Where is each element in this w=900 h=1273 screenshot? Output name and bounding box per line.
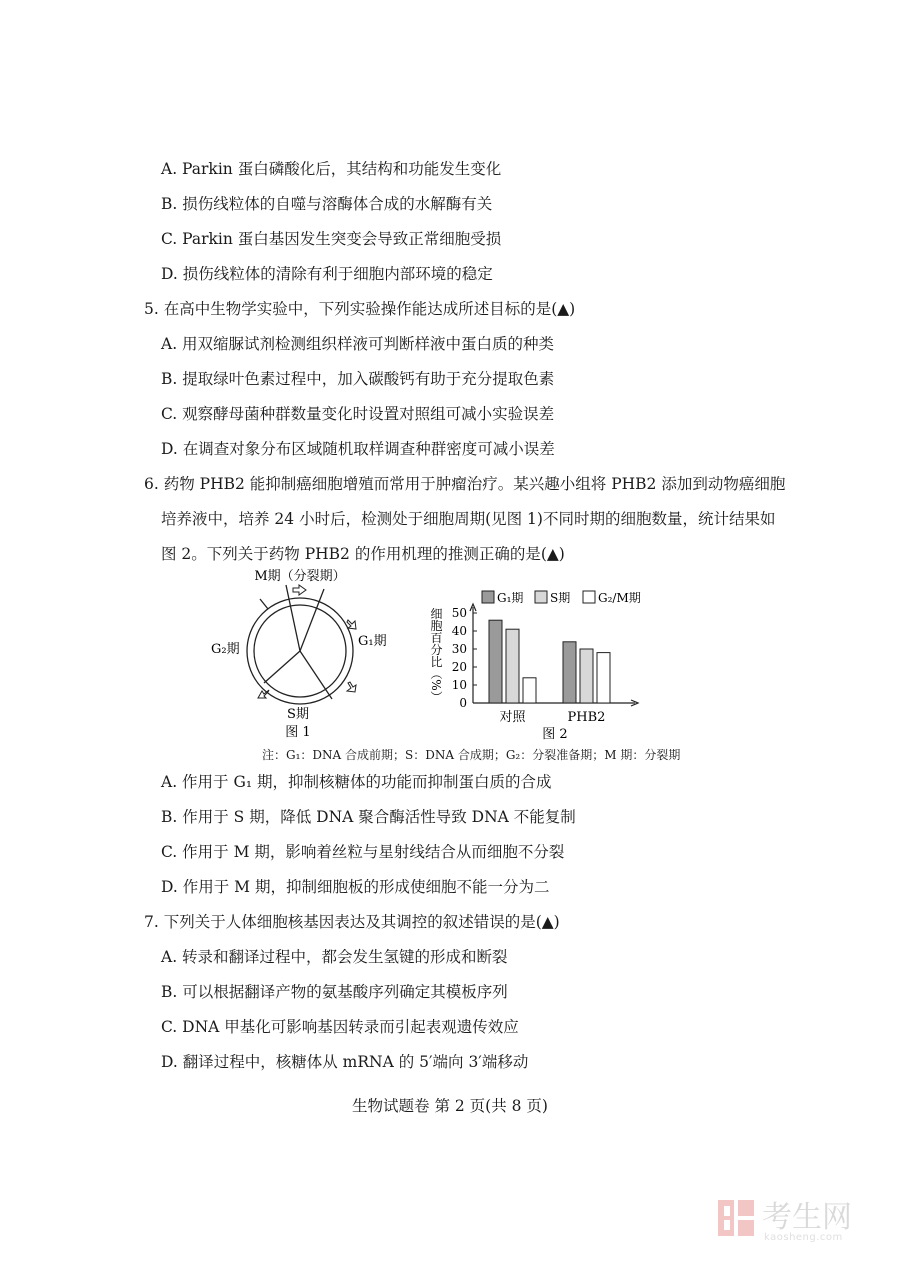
figure-note: 注：G₁：DNA 合成前期；S：DNA 合成期；G₂：分裂准备期；M 期：分裂期 bbox=[262, 748, 681, 762]
q4-option-a: A. Parkin 蛋白磷酸化后，其结构和功能发生变化 bbox=[161, 160, 502, 178]
q5-option-a: A. 用双缩脲试剂检测组织样液可判断样液中蛋白质的种类 bbox=[161, 335, 555, 353]
page-footer: 生物试题卷 第 2 页(共 8 页) bbox=[352, 1097, 548, 1115]
bar-control-2 bbox=[523, 678, 536, 703]
q7-option-b: B. 可以根据翻译产物的氨基酸序列确定其模板序列 bbox=[161, 983, 508, 1001]
q6-stem-line-3: 图 2。下列关于药物 PHB2 的作用机理的推测正确的是(▲) bbox=[161, 545, 565, 563]
watermark-logo bbox=[716, 1198, 852, 1243]
legend-label-g1: G₁期 bbox=[497, 591, 524, 605]
q5-option-c: C. 观察酵母菌种群数量变化时设置对照组可减小实验误差 bbox=[161, 405, 555, 423]
q5-option-b: B. 提取绿叶色素过程中，加入碳酸钙有助于充分提取色素 bbox=[161, 370, 555, 388]
fig1-g1-label: G₁期 bbox=[358, 634, 387, 649]
y-tick-label: 10 bbox=[451, 678, 467, 692]
legend-label-g2m: G₂/M期 bbox=[598, 591, 641, 605]
fig1-s-label: S期 bbox=[287, 707, 309, 722]
legend-swatch-g2m bbox=[583, 591, 595, 603]
fig1-caption: 图 1 bbox=[285, 725, 311, 740]
m-pointer-line bbox=[260, 599, 268, 609]
y-tick-label: 20 bbox=[451, 660, 467, 674]
q7-stem: 7. 下列关于人体细胞核基因表达及其调控的叙述错误的是(▲) bbox=[144, 913, 560, 931]
q6-option-a: A. 作用于 G₁ 期，抑制核糖体的功能而抑制蛋白质的合成 bbox=[161, 773, 552, 791]
q7-option-d: D. 翻译过程中，核糖体从 mRNA 的 5′端向 3′端移动 bbox=[161, 1053, 529, 1071]
q7-option-c: C. DNA 甲基化可影响基因转录而引起表观遗传效应 bbox=[161, 1018, 519, 1036]
bar-phb2-2 bbox=[597, 653, 610, 703]
fig1-m-label: M期（分裂期） bbox=[254, 569, 346, 584]
legend-swatch-s bbox=[535, 591, 547, 603]
legend-label-s: S期 bbox=[550, 591, 571, 605]
q6-option-d: D. 作用于 M 期，抑制细胞板的形成使细胞不能一分为二 bbox=[161, 878, 550, 896]
legend-swatch-g1 bbox=[482, 591, 494, 603]
y-tick-label: 30 bbox=[451, 642, 467, 656]
watermark-subtext: kaosheng.com bbox=[764, 1232, 843, 1243]
q5-stem: 5. 在高中生物学实验中，下列实验操作能达成所述目标的是(▲) bbox=[144, 300, 576, 318]
bar-phb2-0 bbox=[563, 642, 576, 703]
bar-control-0 bbox=[489, 620, 502, 703]
q4-option-b: B. 损伤线粒体的自噬与溶酶体合成的水解酶有关 bbox=[161, 195, 493, 213]
q7-option-a: A. 转录和翻译过程中，都会发生氢键的形成和断裂 bbox=[161, 948, 508, 966]
bar-control-1 bbox=[506, 629, 519, 703]
q4-option-c: C. Parkin 蛋白基因发生突变会导致正常细胞受损 bbox=[161, 230, 502, 248]
chart-y-axis-label: 细胞百分比（%） bbox=[429, 607, 443, 703]
cycle-arrow-icon bbox=[293, 585, 306, 595]
y-tick-label: 40 bbox=[451, 624, 467, 638]
x-category-label: PHB2 bbox=[567, 710, 606, 725]
fig1-g2-label: G₂期 bbox=[211, 642, 240, 657]
boundary-line-m-start bbox=[286, 585, 300, 651]
q6-option-c: C. 作用于 M 期，影响着丝粒与星射线结合从而细胞不分裂 bbox=[161, 843, 565, 861]
q4-option-d: D. 损伤线粒体的清除有利于细胞内部环境的稳定 bbox=[161, 265, 493, 283]
cell-cycle-diagram bbox=[200, 565, 400, 745]
boundary-line-g2 bbox=[264, 651, 300, 683]
q6-option-b: B. 作用于 S 期，降低 DNA 聚合酶活性导致 DNA 不能复制 bbox=[161, 808, 576, 826]
q6-stem-line-2: 培养液中，培养 24 小时后，检测处于细胞周期(见图 1)不同时期的细胞数量，统计结果如 bbox=[161, 510, 776, 528]
y-tick-label: 50 bbox=[451, 606, 467, 620]
y-tick-label: 0 bbox=[459, 696, 467, 710]
cycle-arrow-icon bbox=[347, 620, 356, 629]
cycle-arrow-icon bbox=[258, 690, 269, 698]
watermark-logo-icon bbox=[716, 1198, 756, 1238]
fig2-caption: 图 2 bbox=[542, 727, 568, 740]
cycle-arrow-icon bbox=[347, 682, 356, 692]
x-category-label: 对照 bbox=[499, 710, 526, 725]
cell-percentage-chart bbox=[425, 585, 665, 740]
chart-legend bbox=[482, 590, 641, 605]
boundary-line-g1 bbox=[300, 651, 332, 699]
bar-phb2-1 bbox=[580, 649, 593, 703]
q5-option-d: D. 在调查对象分布区域随机取样调查种群密度可减小误差 bbox=[161, 440, 555, 458]
watermark-text: 考生网 bbox=[762, 1200, 852, 1235]
q6-stem-line-1: 6. 药物 PHB2 能抑制癌细胞增殖而常用于肿瘤治疗。某兴趣小组将 PHB2 添加到动物癌细胞 bbox=[144, 475, 786, 493]
